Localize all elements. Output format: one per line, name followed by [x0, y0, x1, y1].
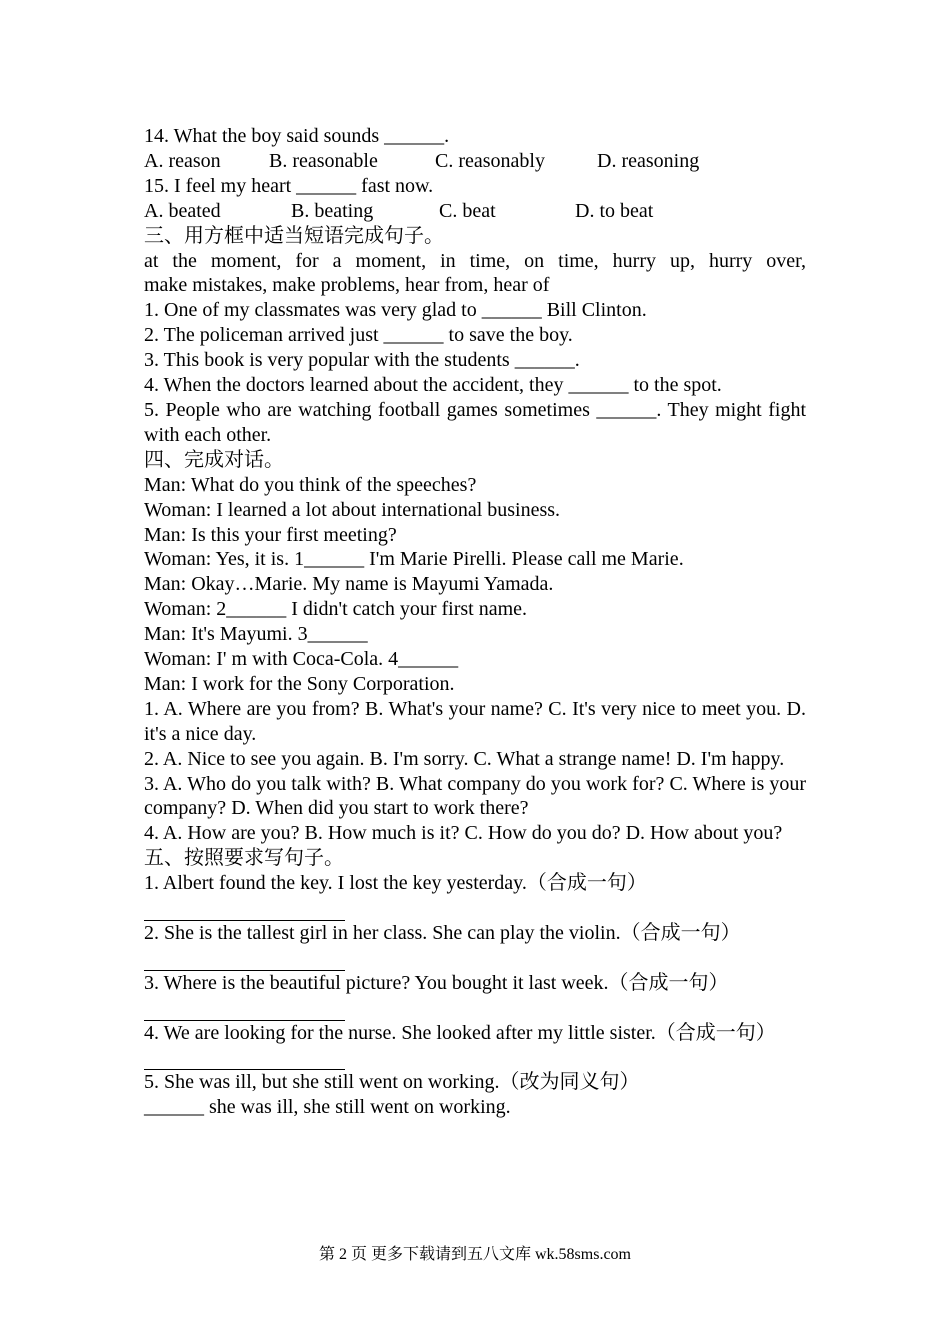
option-a: A. beated [144, 199, 221, 222]
section-3-heading: 三、用方框中适当短语完成句子。 [144, 224, 444, 247]
phrase-box-line-1: at the moment, for a moment, in time, on time, hurry up, hurry over, [144, 249, 806, 272]
dialogue-line: Woman: 2______ I didn't catch your first name. [144, 598, 528, 621]
fill-item-5: 5. People who are watching football games sometimes ______. They might fight with each other. [144, 398, 806, 446]
dialogue-choice-1: 1. A. Where are you from? B. What's your name? C. It's very nice to meet you. D. it's a nice day. [144, 697, 806, 745]
rewrite-item-2: 2. She is the tallest girl in her class. She can play the violin.（合成一句） [144, 922, 741, 944]
worksheet-page [144, 124, 806, 1120]
dialogue-line: Man: Is this your first meeting? [144, 523, 397, 546]
section-5-heading: 五、按照要求写句子。 [144, 847, 344, 870]
dialogue-choice-2: 2. A. Nice to see you again. B. I'm sorry. C. What a strange name! D. I'm happy. [144, 747, 785, 770]
answer-line [144, 996, 806, 1021]
dialogue-choice-3: 3. A. Who do you talk with? B. What company do you work for? C. Where is your company? D. When did you start to work there? [144, 772, 806, 820]
rewrite-item-5: 5. She was ill, but she still went on working.（改为同义句） [144, 1071, 640, 1094]
phrase-box-line-2: make mistakes, make problems, hear from, hear of [144, 274, 550, 297]
answer-line [144, 946, 806, 971]
option-c: C. beat [439, 199, 496, 222]
option-a: A. reason [144, 149, 221, 172]
option-d: D. reasoning [597, 149, 700, 172]
section-4-heading: 四、完成对话。 [144, 448, 284, 471]
answer-line [144, 1046, 806, 1071]
option-b: B. reasonable [269, 149, 378, 172]
dialogue-line: Man: I work for the Sony Corporation. [144, 672, 455, 695]
question-14-options [144, 149, 806, 174]
option-b: B. beating [291, 199, 374, 222]
dialogue-line: Woman: Yes, it is. 1______ I'm Marie Pirelli. Please call me Marie. [144, 548, 684, 571]
rewrite-item-5-answer: ______ she was ill, she still went on working. [144, 1096, 511, 1119]
dialogue-line: Woman: I' m with Coca-Cola. 4______ [144, 648, 459, 671]
dialogue-line: Woman: I learned a lot about international business. [144, 498, 561, 521]
fill-item-3: 3. This book is very popular with the students ______. [144, 349, 580, 372]
dialogue-choice-4: 4. A. How are you? B. How much is it? C. How do you do? D. How about you? [144, 822, 783, 845]
dialogue-line: Man: Okay…Marie. My name is Mayumi Yamada. [144, 573, 554, 596]
fill-item-4: 4. When the doctors learned about the accident, they ______ to the spot. [144, 374, 722, 397]
question-15-stem: 15. I feel my heart ______ fast now. [144, 174, 434, 197]
option-d: D. to beat [575, 199, 654, 222]
option-c: C. reasonably [435, 149, 545, 172]
page-footer: 第 2 页 更多下载请到五八文库 wk.58sms.com [318, 1246, 631, 1263]
rewrite-item-4: 4. We are looking for the nurse. She looked after my little sister.（合成一句） [144, 1021, 776, 1044]
question-14-stem: 14. What the boy said sounds ______. [144, 125, 450, 147]
answer-line [144, 896, 806, 921]
dialogue-line: Man: It's Mayumi. 3______ [144, 623, 368, 646]
rewrite-item-1: 1. Albert found the key. I lost the key yesterday.（合成一句） [144, 872, 647, 895]
dialogue-line: Man: What do you think of the speeches? [144, 473, 477, 496]
question-15-options [144, 199, 806, 224]
rewrite-item-3: 3. Where is the beautiful picture? You bought it last week.（合成一句） [144, 971, 729, 994]
fill-item-1: 1. One of my classmates was very glad to ______ Bill Clinton. [144, 299, 647, 322]
fill-item-2: 2. The policeman arrived just ______ to save the boy. [144, 324, 573, 347]
